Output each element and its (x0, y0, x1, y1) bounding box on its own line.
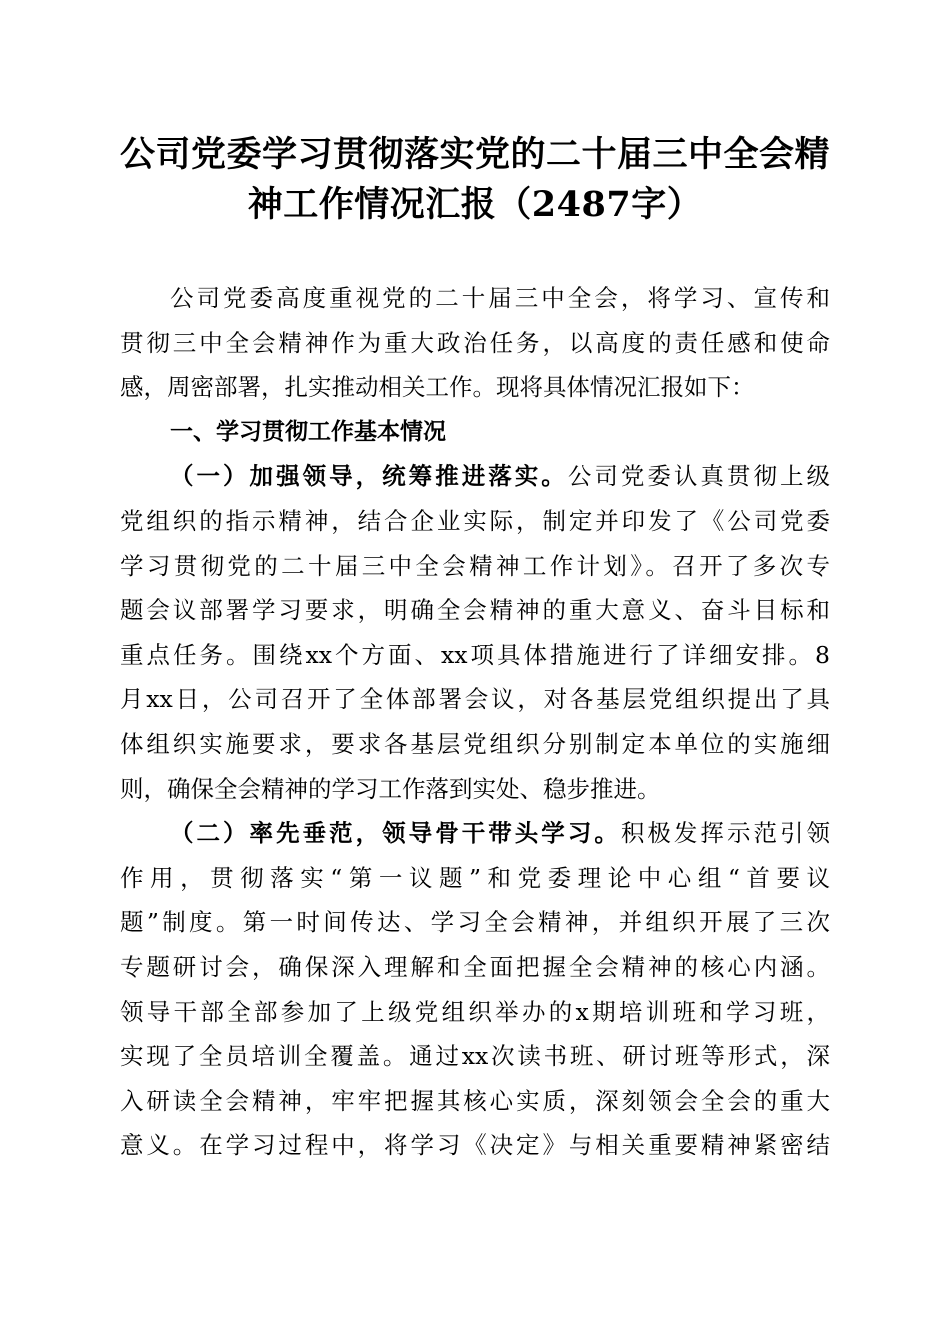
intro-paragraph (120, 276, 830, 410)
paragraph-1-line: 月xx日，公司召开了全体部署会议，对各基层党组织提出了具 (120, 685, 830, 714)
paragraph-2-first-line (120, 811, 830, 856)
paragraph-2-line: 意义。在学习过程中，将学习《决定》与相关重要精神紧密结 (120, 1131, 830, 1160)
title-line-1: 公司党委学习贯彻落实党的二十届三中全会精 (119, 134, 830, 175)
paragraph-1-first-text: 公司党委认真贯彻上级 (567, 462, 830, 491)
paragraph-2-subheading: （二）率先垂范，领导骨干带头学习。 (170, 819, 621, 848)
intro-line: 公司党委高度重视党的二十届三中全会，将学习、宣传和 (170, 284, 830, 312)
paragraph-2-line: 题”制度。第一时间传达、学习全会精神，并组织开展了三次 (120, 908, 830, 937)
paragraph-1-line: 党组织的指示精神，结合企业实际，制定并印发了《公司党委 (120, 506, 830, 535)
paragraph-1-line: 则，确保全会精神的学习工作落到实处、稳步推进。 (120, 774, 661, 803)
paragraph-2-line: 领导干部全部参加了上级党组织举办的x期培训班和学习班， (120, 997, 830, 1026)
paragraph-1-line: 重点任务。围绕xx个方面、xx项具体措施进行了详细安排。8 (120, 640, 830, 669)
paragraph-2-line: 作用，贯彻落实“第一议题”和党委理论中心组“首要议 (120, 863, 830, 892)
intro-line: 感，周密部署，扎实推动相关工作。现将具体情况汇报如下： (120, 373, 755, 402)
paragraph-1-first-line (120, 454, 830, 499)
paragraph-2 (120, 811, 830, 1168)
paragraph-2-first-text: 积极发挥示范引领 (620, 819, 831, 848)
paragraph-2-line: 实现了全员培训全覆盖。通过xx次读书班、研讨班等形式，深 (120, 1042, 830, 1071)
paragraph-1-subheading: （一）加强领导，统筹推进落实。 (170, 462, 568, 491)
paragraph-2-line: 入研读全会精神，牢牢把握其核心实质，深刻领会全会的重大 (120, 1086, 830, 1115)
intro-line: 贯彻三中全会精神作为重大政治任务，以高度的责任感和使命 (120, 328, 830, 357)
title-line-2: 神工作情况汇报（2487字） (247, 184, 703, 225)
paragraph-2-line: 专题研讨会，确保深入理解和全面把握全会精神的核心内涵。 (120, 952, 830, 981)
paragraph-1 (120, 454, 830, 811)
document-title (110, 130, 840, 230)
paragraph-1-line: 体组织实施要求，要求各基层党组织分别制定本单位的实施细 (120, 729, 830, 758)
paragraph-1-line: 学习贯彻党的二十届三中全会精神工作计划》。召开了多次专 (120, 551, 830, 580)
document-body (120, 276, 830, 1168)
section-1-heading: 一、学习贯彻工作基本情况 (170, 418, 446, 445)
paragraph-1-line: 题会议部署学习要求，明确全会精神的重大意义、奋斗目标和 (120, 596, 830, 625)
